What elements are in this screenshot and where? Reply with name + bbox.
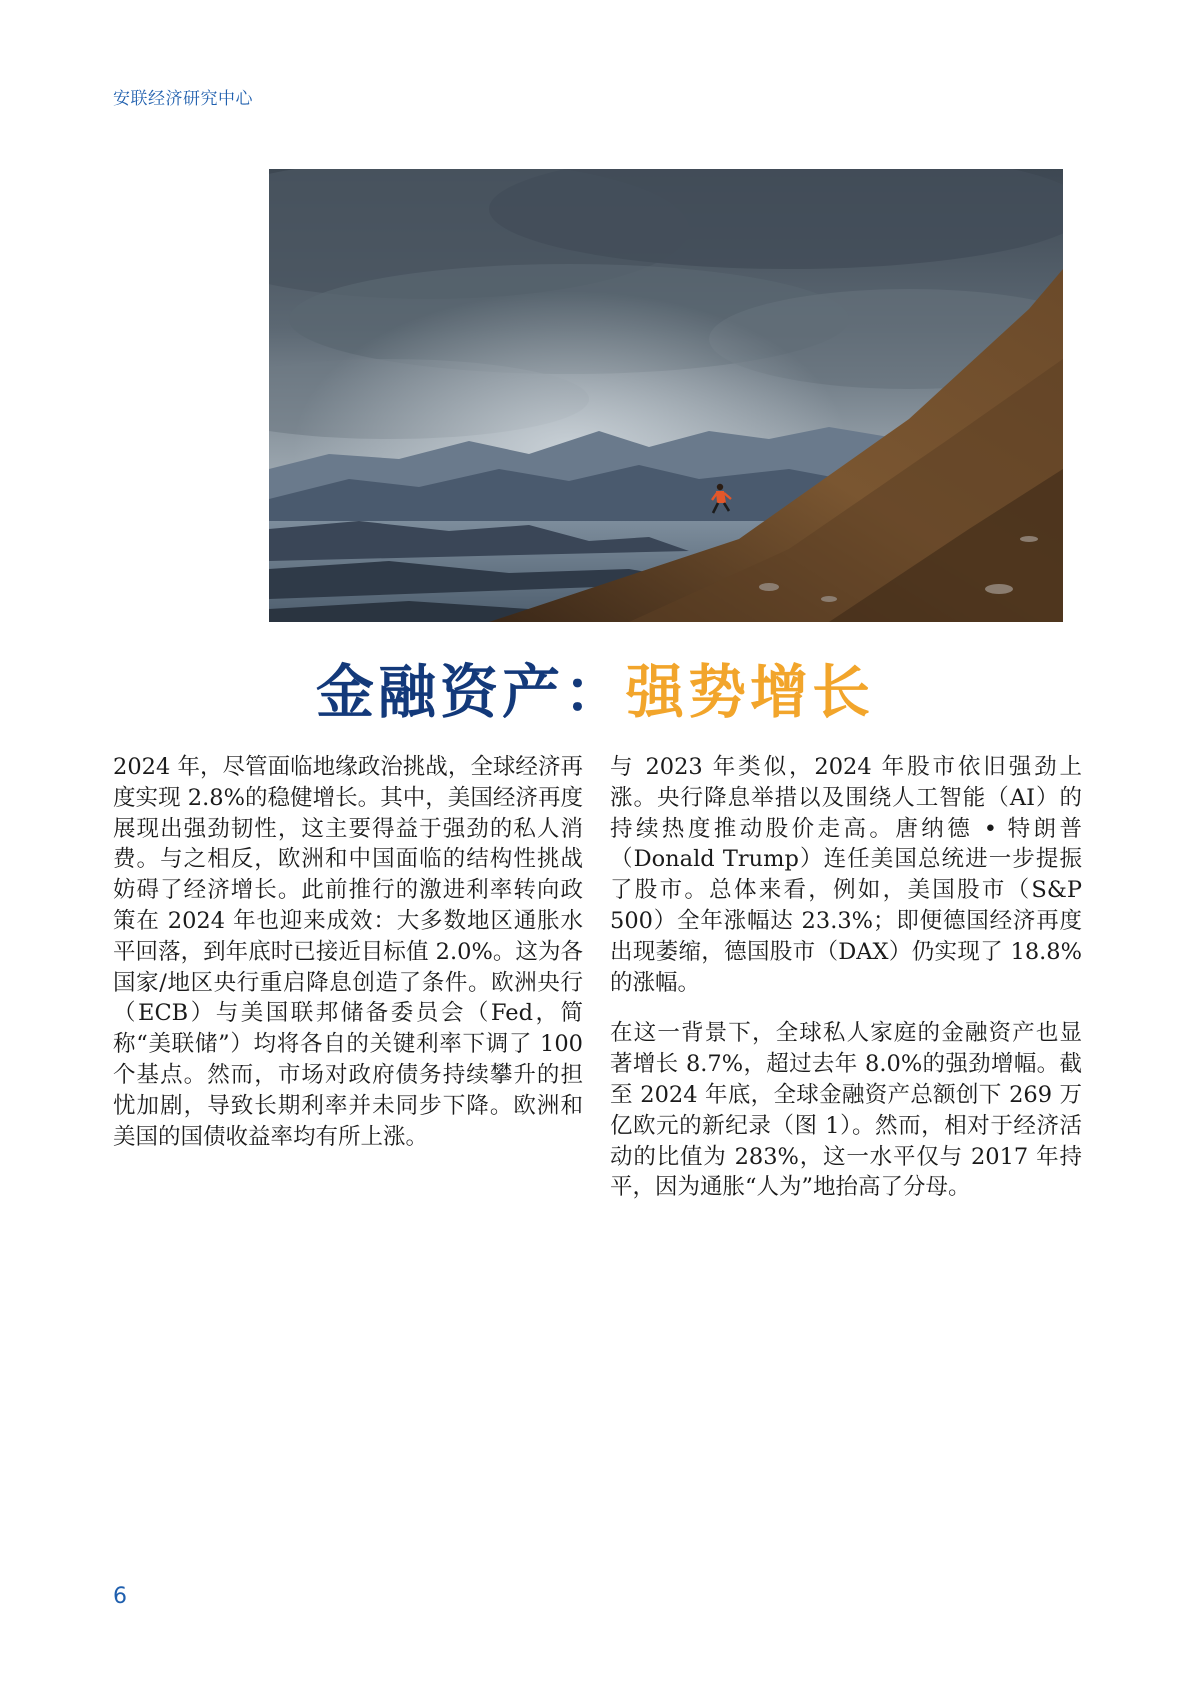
body-column-right <box>610 752 1082 1203</box>
mountain-runner-photo <box>269 169 1063 622</box>
page-number: 6 <box>113 1584 127 1609</box>
section-title-accent: 强势增长 <box>626 658 875 726</box>
header-organization: 安联经济研究中心 <box>113 89 253 109</box>
paragraph: 与 2023 年类似，2024 年股市依旧强劲上涨。央行降息举措以及围绕人工智能（AI）的持续热度推动股价走高。唐纳德 • 特朗普（Donald Trump）连任美国总统进一步提振了股市。总体来看，例如，美国股市（S&P 500）全年涨幅达 23.3%；即便德国经济再度出现萎缩，德国股市（DAX）仍实现了 18.8%的涨幅。 <box>610 754 1082 996</box>
section-title-main: 金融资产： <box>315 658 626 726</box>
paragraph: 2024 年，尽管面临地缘政治挑战，全球经济再度实现 2.8%的稳健增长。其中，美国经济再度展现出强劲韧性，这主要得益于强劲的私人消费。与之相反，欧洲和中国面临的结构性挑战妨碍了经济增长。此前推行的激进利率转向政策在 2024 年也迎来成效：大多数地区通胀水平回落，到年底时已接近目标值 2.0%。这为各国家/地区央行重启降息创造了条件。欧洲央行（ECB）与美国联邦储备委员会（Fed，简称“美联储”）均将各自的关键利率下调了 100 个基点。然而，市场对政府债务持续攀升的担忧加剧，导致长期利率并未同步下降。欧洲和美国的国债收益率均有所上涨。 <box>113 754 583 1150</box>
section-title <box>0 652 1190 732</box>
paragraph: 在这一背景下，全球私人家庭的金融资产也显著增长 8.7%，超过去年 8.0%的强劲增幅。截至 2024 年底，全球金融资产总额创下 269 万亿欧元的新纪录（图 1）。然而，相对于经济活动的比值为 283%，这一水平仅与 2017 年持平，因为通胀“人为”地抬高了分母。 <box>610 1020 1082 1201</box>
hero-image <box>269 169 1063 622</box>
body-column-left <box>113 752 583 1152</box>
